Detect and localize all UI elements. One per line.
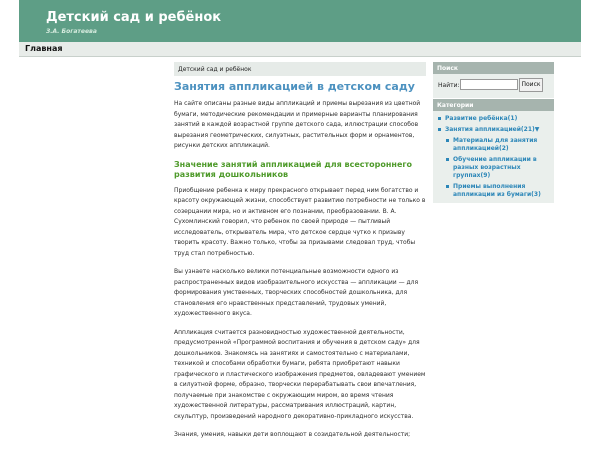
bullet-icon: [438, 128, 441, 131]
category-item-development[interactable]: [433, 115, 554, 123]
category-item-applique[interactable]: [433, 126, 554, 134]
categories-heading: Категории: [433, 99, 554, 111]
category-label[interactable]: Приемы выполнения аппликации из бумаги(3): [453, 183, 541, 198]
search-heading: Поиск: [433, 62, 554, 74]
search-input[interactable]: [460, 79, 518, 90]
category-item-techniques[interactable]: [433, 183, 554, 199]
bullet-icon: [446, 139, 449, 142]
categories-list: [433, 111, 554, 203]
paragraph-2: Вы узнаете насколько велики потенциальные возможности одного из распространенных видов изобразительного искусства — аппликации — для формирования умственных, творческих способностей дошкольника, для становления его нравственных представлений, трудовых умений, художественного вкуса.: [174, 268, 419, 317]
site-subtitle: З.А. Богатеева: [46, 28, 97, 35]
post-intro: На сайте описаны разные виды аппликаций и приемы вырезания из цветной бумаги, методические рекомендации и примерные варианты планирования занятий в каждой возрастной группе детского сада, иллюстрации способов вырезания геометрических, силуэтных, растительных форм и орнаментов, рисунки детских аппликаций.: [174, 100, 421, 149]
section-title: Значение занятий аппликацией для всестороннего развития дошкольников: [174, 159, 413, 179]
nav-home-link[interactable]: Главная: [25, 44, 63, 53]
category-label[interactable]: Материалы для занятия аппликацией(2): [453, 137, 538, 152]
category-item-materials[interactable]: [433, 137, 554, 153]
site-title[interactable]: Детский сад и ребёнок: [46, 10, 222, 25]
category-item-teaching[interactable]: [433, 156, 554, 180]
site-header: [19, 0, 581, 42]
bullet-icon: [438, 117, 441, 120]
bullet-icon: [446, 158, 449, 161]
search-label: Найти:: [438, 82, 460, 89]
paragraph-1: Приобщение ребенка к миру прекрасного открывает перед ним богатство и красоту окружающей жизни, способствует развитию потребности не только в созерцании мира, но и активном его познании, преобразовании. В. А. Сухомлинский говорил, что ребенок по своей природе — пытливый исследователь, открыватель мира, что детское сердце чутко к призыву творить красоту. Важно только, чтобы за призывами следовал труд, чтобы труд стал потребностью.: [174, 186, 426, 257]
search-form: [433, 74, 554, 98]
categories-widget: [433, 99, 554, 203]
paragraph-3: Аппликация считается разновидностью художественной деятельности, предусмотренной «Программой воспитания и обучения в детском саду» для дошкольников. Знакомясь на занятиях и самостоятельно с материалами, техникой и способами обработки бумаги, ребята приобретают навыки графического и пластического изображения предметов, овладевают умением в силуэтной форме, образно, творчески перерабатывать свои впечатления, получаемые при знакомстве с окружающим миром, во время чтения художественной литературы, рассматривания иллюстраций, картин, скульптур, произведений народного декоративно-прикладного искусства.: [174, 328, 426, 420]
category-label[interactable]: Занятия аппликацией(21)▼: [445, 126, 540, 133]
category-label[interactable]: Обучение аппликации в разных возрастных группах(9): [453, 156, 537, 179]
nav-bar: [19, 42, 581, 57]
post-title[interactable]: Занятия аппликацией в детском саду: [174, 80, 415, 93]
paragraph-4: Знания, умения, навыки дети воплощают в созидательной деятельности;: [174, 431, 411, 438]
breadcrumb[interactable]: Детский сад и ребёнок: [174, 62, 426, 76]
category-label[interactable]: Развитие ребёнка(1): [445, 115, 518, 122]
search-widget: [433, 62, 554, 98]
main-content: [174, 62, 426, 449]
bullet-icon: [446, 185, 449, 188]
search-button[interactable]: Поиск: [519, 78, 543, 92]
